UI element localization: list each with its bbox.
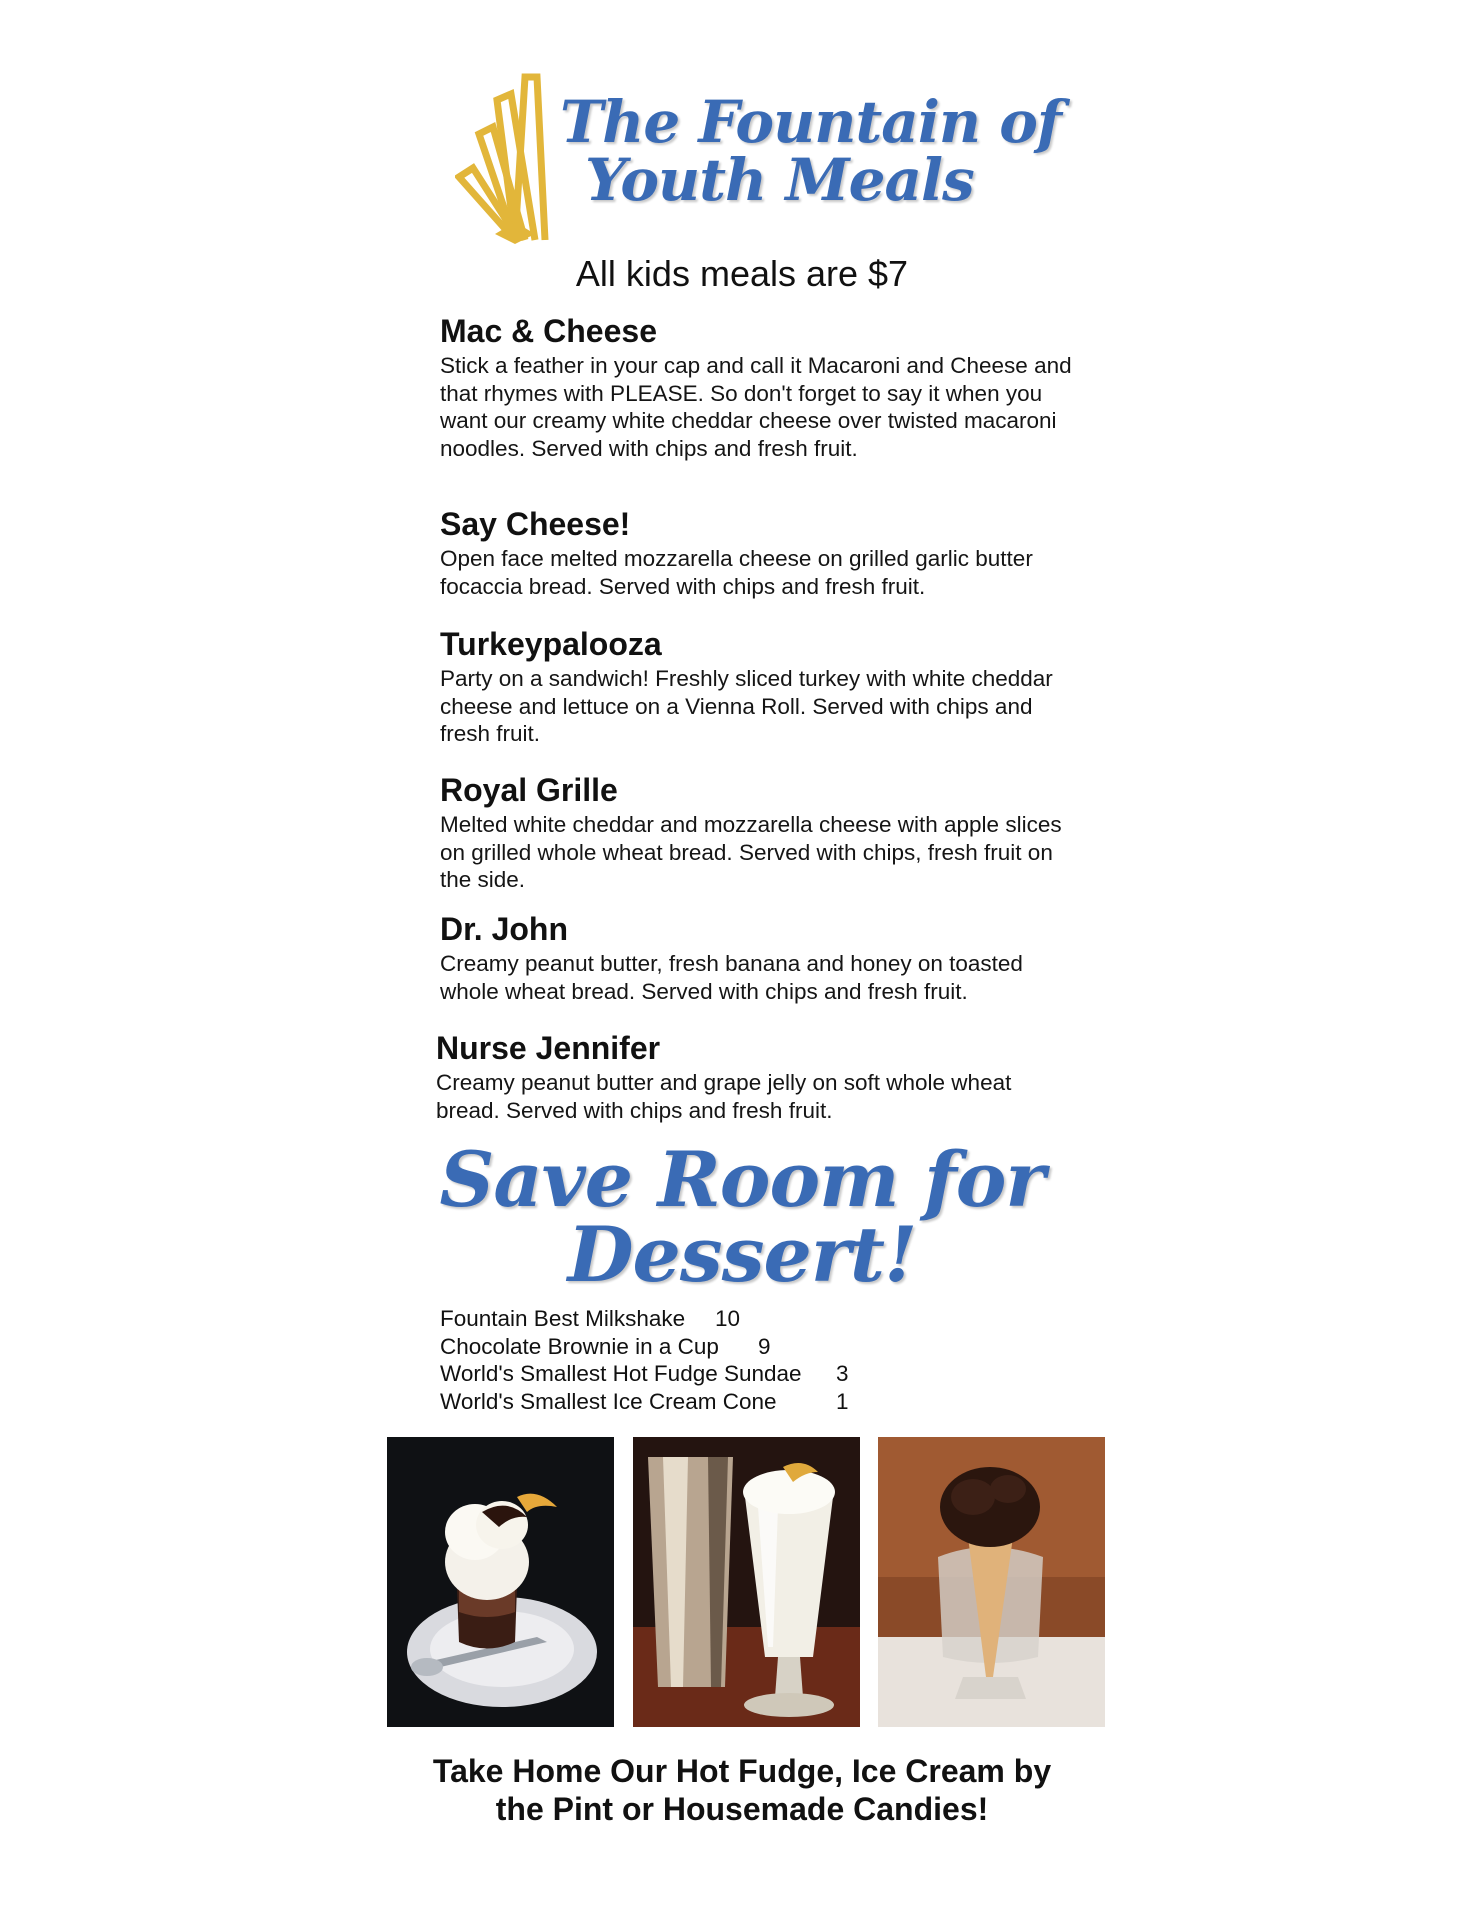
footer-line2: the Pint or Housemade Candies!	[495, 1791, 989, 1827]
dessert-item-price: 9	[758, 1333, 771, 1359]
dessert-list	[440, 1305, 1040, 1415]
menu-item-description: Creamy peanut butter, fresh banana and honey on toasted whole wheat bread. Served with chips and fresh fruit.	[440, 951, 1023, 1004]
dessert-item-name: World's Smallest Ice Cream Cone	[440, 1388, 777, 1414]
menu-item-description: Party on a sandwich! Freshly sliced turkey with white cheddar cheese and lettuce on a Vienna Roll. Served with chips and fresh fruit.	[440, 666, 1053, 746]
footer-line1: Take Home Our Hot Fudge, Ice Cream by	[432, 1753, 1052, 1789]
sundae-photo-icon	[387, 1437, 614, 1727]
dessert-item-name: Fountain Best Milkshake	[440, 1306, 686, 1331]
menu-item	[436, 1029, 1076, 1124]
menu-item-name: Royal Grille	[440, 772, 618, 808]
menu-item-description: Stick a feather in your cap and call it Macaroni and Cheese and that rhymes with PLEASE. So don't forget to say it when you want our creamy white cheddar cheese over twisted macaroni noodles. Served with chips and fresh fruit.	[440, 353, 1072, 461]
dessert-item-price: 1	[836, 1388, 849, 1414]
dessert-title-line1: Save Room for	[439, 1135, 1045, 1224]
dessert-item-name: World's Smallest Hot Fudge Sundae	[440, 1361, 802, 1386]
logo-title-line1: The Fountain of	[560, 88, 1061, 156]
ice-cream-cone-photo-icon	[878, 1437, 1105, 1727]
footer	[0, 1752, 1484, 1828]
menu-item-name: Nurse Jennifer	[436, 1030, 661, 1066]
dessert-item-price: 3	[836, 1361, 849, 1386]
dessert-item	[440, 1360, 1040, 1388]
menu-item-description: Creamy peanut butter and grape jelly on soft whole wheat bread. Served with chips and fresh fruit.	[436, 1070, 1012, 1123]
menu-item-description: Melted white cheddar and mozzarella cheese with apple slices on grilled whole wheat bread. Served with chips, fresh fruit on the side.	[440, 812, 1062, 892]
menu-item-name: Dr. John	[440, 911, 569, 947]
logo-title-line2: Youth Meals	[585, 146, 974, 214]
price-subtitle: All kids meals are $7	[575, 253, 909, 294]
menu-item	[440, 625, 1080, 748]
menu-item	[440, 771, 1080, 894]
menu-item-description: Open face melted mozzarella cheese on grilled garlic butter focaccia bread. Served with chips and fresh fruit.	[440, 546, 1033, 599]
dessert-item	[440, 1305, 1040, 1333]
dessert-item-price: 10	[715, 1306, 741, 1331]
menu-item	[440, 910, 1080, 1005]
menu-item	[440, 312, 1080, 462]
menu-item-name: Say Cheese!	[440, 506, 631, 542]
dessert-item	[440, 1333, 1040, 1361]
dessert-item	[440, 1388, 1040, 1416]
milkshake-photo-icon	[633, 1437, 860, 1727]
logo	[455, 72, 1061, 247]
dessert-title-line2: Dessert!	[567, 1210, 917, 1299]
menu-item-name: Turkeypalooza	[440, 626, 662, 662]
menu-item-name: Mac & Cheese	[440, 313, 657, 349]
dessert-item-name: Chocolate Brownie in a Cup	[440, 1333, 719, 1359]
menu-item	[440, 505, 1080, 600]
